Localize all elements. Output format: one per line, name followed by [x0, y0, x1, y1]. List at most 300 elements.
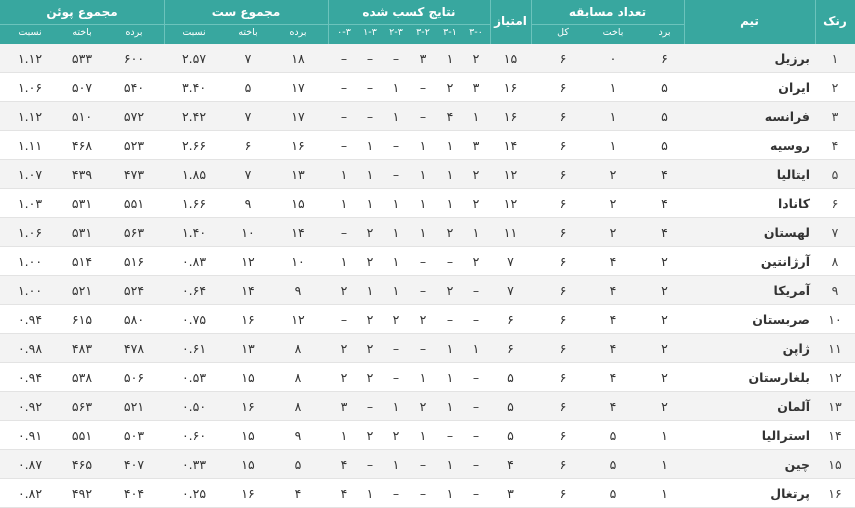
- pts-lost: ۵۳۸: [71, 370, 93, 385]
- result-13: ۱: [366, 283, 374, 298]
- result-13: –: [366, 51, 374, 66]
- header-rank: رنک: [823, 14, 847, 28]
- result-30: –: [472, 428, 480, 443]
- matches-lost: ۵: [609, 428, 617, 443]
- pts-lost: ۵۶۳: [71, 399, 93, 414]
- header-result-32: ۳-۲: [416, 27, 430, 38]
- team-name: ایران: [778, 80, 810, 95]
- result-32: ۱: [419, 428, 427, 443]
- matches-total: ۶: [559, 196, 567, 211]
- matches-won: ۶: [661, 51, 668, 66]
- result-23: ۱: [392, 399, 400, 414]
- result-31: ۴: [446, 109, 454, 124]
- result-31: ۱: [446, 399, 454, 414]
- pts-ratio: ۰.۹۱: [17, 428, 43, 443]
- matches-won: ۲: [661, 283, 668, 298]
- header-matches-won: برد: [658, 27, 671, 38]
- result-32: –: [419, 109, 427, 124]
- result-30: –: [472, 370, 480, 385]
- result-32: ۳: [419, 51, 427, 66]
- pts-won: ۵۰۳: [123, 428, 145, 443]
- header-points: امتیاز: [494, 14, 527, 28]
- table-row: [0, 363, 855, 392]
- pts-won: ۵۶۳: [123, 225, 145, 240]
- result-03: ۱: [340, 254, 348, 269]
- rank-cell: ۹: [831, 283, 839, 298]
- table-row: [0, 479, 855, 508]
- sets-ratio: ۱.۴۰: [181, 225, 207, 240]
- table-row: [0, 189, 855, 218]
- result-13: ۱: [366, 196, 374, 211]
- sets-won: ۱۸: [291, 51, 305, 66]
- pts-won: ۴۷۸: [123, 341, 145, 356]
- pts-ratio: ۱.۱۱: [17, 138, 43, 153]
- matches-total: ۶: [559, 283, 567, 298]
- result-23: –: [392, 51, 400, 66]
- points-cell: ۷: [507, 254, 514, 269]
- result-13: –: [366, 109, 374, 124]
- pts-ratio: ۱.۰۶: [17, 225, 43, 240]
- pts-lost: ۵۱۴: [71, 254, 93, 269]
- pts-ratio: ۰.۹۸: [17, 341, 43, 356]
- sets-ratio: ۲.۶۶: [181, 138, 207, 153]
- sets-lost: ۱۶: [241, 486, 255, 501]
- result-13: ۱: [366, 167, 374, 182]
- result-32: –: [419, 254, 427, 269]
- result-23: –: [392, 138, 400, 153]
- result-32: ۱: [419, 196, 427, 211]
- matches-lost: ۴: [609, 399, 617, 414]
- pts-won: ۶۰۰: [123, 51, 145, 66]
- sets-won: ۱۰: [291, 254, 305, 269]
- result-31: ۱: [446, 138, 454, 153]
- rank-cell: ۱۰: [828, 312, 842, 327]
- result-03: ۳: [340, 399, 348, 414]
- pts-won: ۵۱۶: [123, 254, 145, 269]
- pts-won: ۵۸۰: [123, 312, 145, 327]
- sets-won: ۴: [294, 486, 302, 501]
- matches-won: ۱: [661, 457, 668, 472]
- pts-lost: ۵۳۱: [71, 225, 93, 240]
- pts-ratio: ۱.۰۰: [17, 254, 43, 269]
- result-31: ۱: [446, 486, 454, 501]
- team-name: فرانسه: [764, 109, 810, 124]
- sets-won: ۱۴: [291, 225, 305, 240]
- pts-won: ۴۰۷: [123, 457, 145, 472]
- result-03: ۴: [340, 486, 348, 501]
- team-name: ژاپن: [782, 341, 810, 356]
- header-matches-lost: باخت: [602, 27, 624, 38]
- pts-lost: ۴۶۵: [71, 457, 93, 472]
- pts-won: ۴۰۴: [123, 486, 145, 501]
- result-23: –: [392, 167, 400, 182]
- result-13: ۱: [366, 486, 374, 501]
- result-31: ۱: [446, 51, 454, 66]
- matches-total: ۶: [559, 51, 567, 66]
- header-matches: تعداد مسابقه: [568, 5, 647, 19]
- pts-ratio: ۰.۹۴: [17, 370, 43, 385]
- matches-won: ۵: [661, 109, 668, 124]
- pts-won: ۵۲۳: [123, 138, 145, 153]
- result-03: ۱: [340, 428, 348, 443]
- result-23: ۲: [392, 428, 400, 443]
- team-name: بلغارستان: [748, 370, 810, 385]
- pts-won: ۵۲۱: [123, 399, 145, 414]
- sets-lost: ۵: [244, 80, 252, 95]
- sets-lost: ۷: [244, 109, 252, 124]
- sets-won: ۸: [294, 341, 302, 356]
- matches-won: ۱: [661, 486, 668, 501]
- matches-won: ۴: [661, 225, 668, 240]
- matches-total: ۶: [559, 167, 567, 182]
- table-row: [0, 247, 855, 276]
- result-23: –: [392, 341, 400, 356]
- team-name: آلمان: [777, 399, 810, 414]
- result-30: –: [472, 399, 480, 414]
- matches-total: ۶: [559, 109, 567, 124]
- result-23: –: [392, 486, 400, 501]
- header-result-30: ۳-۰: [469, 27, 483, 38]
- points-cell: ۱۶: [503, 109, 518, 124]
- matches-lost: ۴: [609, 254, 617, 269]
- result-31: ۱: [446, 370, 454, 385]
- points-cell: ۱۴: [503, 138, 518, 153]
- rank-cell: ۱۶: [828, 486, 842, 501]
- sets-ratio: ۰.۶۴: [181, 283, 207, 298]
- header-sets: مجموع ست: [211, 5, 281, 19]
- matches-total: ۶: [559, 370, 567, 385]
- sets-lost: ۷: [244, 167, 252, 182]
- sets-won: ۱۲: [291, 312, 305, 327]
- sets-won: ۸: [294, 399, 302, 414]
- team-name: کانادا: [777, 196, 810, 211]
- matches-won: ۴: [661, 196, 668, 211]
- sets-won: ۱۵: [291, 196, 305, 211]
- table-row: [0, 305, 855, 334]
- matches-lost: ۲: [609, 196, 617, 211]
- result-23: ۱: [392, 196, 400, 211]
- sets-won: ۱۷: [291, 109, 305, 124]
- table-row: [0, 73, 855, 102]
- matches-won: ۴: [661, 167, 668, 182]
- rank-cell: ۱۱: [828, 341, 842, 356]
- result-32: –: [419, 341, 427, 356]
- result-13: ۲: [366, 341, 374, 356]
- matches-total: ۶: [559, 138, 567, 153]
- sets-lost: ۹: [244, 196, 252, 211]
- sets-ratio: ۰.۶۱: [181, 341, 207, 356]
- result-23: ۱: [392, 254, 400, 269]
- result-30: ۱: [472, 341, 480, 356]
- result-31: –: [446, 312, 454, 327]
- matches-won: ۱: [661, 428, 668, 443]
- result-32: –: [419, 486, 427, 501]
- table-row: [0, 392, 855, 421]
- sets-won: ۱۶: [291, 138, 305, 153]
- team-name: آمریکا: [773, 283, 810, 298]
- matches-won: ۲: [661, 341, 668, 356]
- result-30: ۳: [472, 80, 480, 95]
- sets-won: ۸: [294, 370, 302, 385]
- header-result-23: ۲-۳: [389, 27, 403, 38]
- points-cell: ۱۱: [503, 225, 518, 240]
- sets-ratio: ۰.۷۵: [181, 312, 207, 327]
- result-03: –: [340, 138, 348, 153]
- pts-won: ۵۰۶: [123, 370, 145, 385]
- result-32: ۱: [419, 167, 427, 182]
- table-header: [0, 0, 855, 44]
- rank-cell: ۸: [831, 254, 839, 269]
- matches-total: ۶: [559, 312, 567, 327]
- result-03: –: [340, 51, 348, 66]
- team-name: پرتغال: [770, 486, 810, 501]
- result-30: –: [472, 283, 480, 298]
- sets-won: ۵: [294, 457, 302, 472]
- matches-total: ۶: [559, 254, 567, 269]
- sets-ratio: ۰.۵۳: [181, 370, 207, 385]
- sets-ratio: ۰.۸۳: [181, 254, 207, 269]
- result-32: ۲: [419, 312, 427, 327]
- result-32: ۲: [419, 399, 427, 414]
- sets-won: ۱۷: [291, 80, 305, 95]
- pts-lost: ۴۶۸: [71, 138, 93, 153]
- team-name: چین: [784, 457, 810, 472]
- sets-ratio: ۱.۶۶: [181, 196, 207, 211]
- sets-lost: ۱۵: [241, 428, 255, 443]
- result-32: –: [419, 80, 427, 95]
- result-32: ۱: [419, 370, 427, 385]
- result-23: ۱: [392, 457, 400, 472]
- table-row: [0, 102, 855, 131]
- matches-won: ۵: [661, 138, 668, 153]
- table-row: [0, 44, 855, 73]
- result-31: ۱: [446, 341, 454, 356]
- result-31: ۲: [446, 80, 454, 95]
- result-03: –: [340, 312, 348, 327]
- table-row: [0, 131, 855, 160]
- points-cell: ۳: [507, 486, 514, 501]
- rank-cell: ۱۴: [828, 428, 842, 443]
- result-13: ۲: [366, 254, 374, 269]
- header-pts: مجموع پوئن: [46, 5, 118, 19]
- result-30: –: [472, 457, 480, 472]
- pts-lost: ۴۸۳: [71, 341, 93, 356]
- points-cell: ۶: [507, 312, 514, 327]
- pts-ratio: ۱.۰۶: [17, 80, 43, 95]
- rank-cell: ۶: [831, 196, 839, 211]
- points-cell: ۵: [507, 399, 514, 414]
- table-row: [0, 160, 855, 189]
- points-cell: ۱۵: [503, 51, 518, 66]
- matches-total: ۶: [559, 486, 567, 501]
- result-32: ۱: [419, 225, 427, 240]
- pts-lost: ۶۱۵: [71, 312, 93, 327]
- pts-ratio: ۱.۱۲: [17, 51, 43, 66]
- rank-cell: ۱۳: [828, 399, 842, 414]
- result-23: ۱: [392, 80, 400, 95]
- result-31: –: [446, 254, 454, 269]
- header-results: نتایج کسب شده: [362, 5, 456, 19]
- points-cell: ۱۶: [503, 80, 518, 95]
- sets-ratio: ۰.۳۳: [181, 457, 207, 472]
- matches-total: ۶: [559, 225, 567, 240]
- matches-lost: ۴: [609, 341, 617, 356]
- sets-ratio: ۲.۵۷: [181, 51, 207, 66]
- result-30: ۱: [472, 225, 480, 240]
- result-30: –: [472, 312, 480, 327]
- pts-ratio: ۱.۱۲: [17, 109, 43, 124]
- sets-ratio: ۱.۸۵: [181, 167, 207, 182]
- result-32: –: [419, 457, 427, 472]
- points-cell: ۱۲: [503, 167, 518, 182]
- sets-lost: ۷: [244, 51, 252, 66]
- result-03: ۲: [340, 283, 348, 298]
- header-pts-won: برده: [125, 27, 143, 38]
- matches-won: ۲: [661, 399, 668, 414]
- result-30: ۳: [472, 138, 480, 153]
- result-30: –: [472, 486, 480, 501]
- rank-cell: ۱: [831, 51, 839, 66]
- matches-total: ۶: [559, 399, 567, 414]
- sets-won: ۹: [294, 428, 302, 443]
- table-row: [0, 276, 855, 305]
- result-03: ۱: [340, 167, 348, 182]
- pts-won: ۵۲۴: [123, 283, 145, 298]
- matches-lost: ۲: [609, 225, 617, 240]
- header-pts-ratio: نسبت: [18, 27, 42, 38]
- result-03: –: [340, 225, 348, 240]
- matches-lost: ۵: [609, 457, 617, 472]
- pts-ratio: ۰.۹۴: [17, 312, 43, 327]
- table-row: [0, 421, 855, 450]
- result-23: ۱: [392, 283, 400, 298]
- header-matches-total: کل: [557, 27, 569, 38]
- result-30: ۲: [472, 51, 480, 66]
- pts-lost: ۵۳۱: [71, 196, 93, 211]
- matches-total: ۶: [559, 341, 567, 356]
- result-23: ۱: [392, 109, 400, 124]
- matches-total: ۶: [559, 457, 567, 472]
- sets-lost: ۱۴: [241, 283, 255, 298]
- result-30: ۲: [472, 196, 480, 211]
- rank-cell: ۳: [831, 109, 839, 124]
- matches-lost: ۱: [609, 109, 617, 124]
- matches-won: ۵: [661, 80, 668, 95]
- result-03: ۱: [340, 196, 348, 211]
- table-row: [0, 450, 855, 479]
- result-23: ۱: [392, 225, 400, 240]
- header-sets-won: برده: [289, 27, 307, 38]
- matches-won: ۲: [661, 254, 668, 269]
- pts-ratio: ۰.۸۲: [17, 486, 43, 501]
- rank-cell: ۱۲: [828, 370, 842, 385]
- table-row: [0, 218, 855, 247]
- points-cell: ۵: [507, 370, 514, 385]
- sets-lost: ۱۶: [241, 399, 255, 414]
- pts-lost: ۵۱۰: [71, 109, 93, 124]
- pts-lost: ۵۲۱: [71, 283, 93, 298]
- pts-lost: ۵۵۱: [71, 428, 93, 443]
- matches-lost: ۰: [609, 51, 617, 66]
- header-result-03: ۰-۳: [337, 27, 351, 38]
- sets-lost: ۱۳: [241, 341, 255, 356]
- result-03: –: [340, 109, 348, 124]
- pts-lost: ۴۳۹: [71, 167, 93, 182]
- sets-won: ۹: [294, 283, 302, 298]
- sets-lost: ۱۵: [241, 457, 255, 472]
- matches-lost: ۵: [609, 486, 617, 501]
- sets-ratio: ۲.۴۲: [181, 109, 207, 124]
- pts-won: ۴۷۳: [123, 167, 145, 182]
- team-name: برزیل: [774, 51, 810, 66]
- team-name: لهستان: [763, 225, 810, 240]
- sets-ratio: ۰.۲۵: [181, 486, 207, 501]
- matches-lost: ۴: [609, 283, 617, 298]
- result-23: –: [392, 370, 400, 385]
- pts-ratio: ۱.۰۷: [17, 167, 43, 182]
- pts-lost: ۴۹۲: [71, 486, 93, 501]
- matches-total: ۶: [559, 80, 567, 95]
- header-sets-ratio: نسبت: [182, 27, 206, 38]
- sets-lost: ۶: [244, 138, 252, 153]
- matches-lost: ۴: [609, 312, 617, 327]
- team-name: ایتالیا: [776, 167, 810, 182]
- rank-cell: ۲: [831, 80, 839, 95]
- matches-lost: ۲: [609, 167, 617, 182]
- sets-lost: ۱۰: [241, 225, 255, 240]
- result-30: ۲: [472, 254, 480, 269]
- result-13: –: [366, 399, 374, 414]
- result-13: ۲: [366, 312, 374, 327]
- result-31: ۱: [446, 457, 454, 472]
- result-23: ۲: [392, 312, 400, 327]
- points-cell: ۵: [507, 428, 514, 443]
- team-name: استرالیا: [761, 428, 810, 443]
- matches-won: ۲: [661, 370, 668, 385]
- result-03: ۲: [340, 370, 348, 385]
- result-31: ۱: [446, 196, 454, 211]
- matches-lost: ۴: [609, 370, 617, 385]
- rank-cell: ۱۵: [828, 457, 842, 472]
- result-31: ۲: [446, 225, 454, 240]
- matches-lost: ۱: [609, 80, 617, 95]
- header-result-13: ۱-۳: [363, 27, 377, 38]
- header-team: تیم: [740, 14, 759, 28]
- pts-won: ۵۴۰: [123, 80, 145, 95]
- sets-lost: ۱۲: [241, 254, 255, 269]
- result-31: –: [446, 428, 454, 443]
- points-cell: ۶: [507, 341, 514, 356]
- team-name: صربستان: [752, 312, 810, 327]
- result-03: ۴: [340, 457, 348, 472]
- rank-cell: ۵: [831, 167, 839, 182]
- sets-ratio: ۰.۶۰: [181, 428, 207, 443]
- points-cell: ۱۲: [503, 196, 518, 211]
- points-cell: ۷: [507, 283, 514, 298]
- result-32: –: [419, 283, 427, 298]
- matches-won: ۲: [661, 312, 668, 327]
- sets-lost: ۱۶: [241, 312, 255, 327]
- team-name: آرژانتین: [760, 254, 810, 269]
- matches-lost: ۱: [609, 138, 617, 153]
- result-13: ۲: [366, 428, 374, 443]
- header-pts-lost: باخته: [72, 27, 92, 38]
- header-result-31: ۳-۱: [443, 27, 457, 38]
- pts-ratio: ۱.۰۰: [17, 283, 43, 298]
- matches-total: ۶: [559, 428, 567, 443]
- result-03: –: [340, 80, 348, 95]
- points-cell: ۴: [507, 457, 514, 472]
